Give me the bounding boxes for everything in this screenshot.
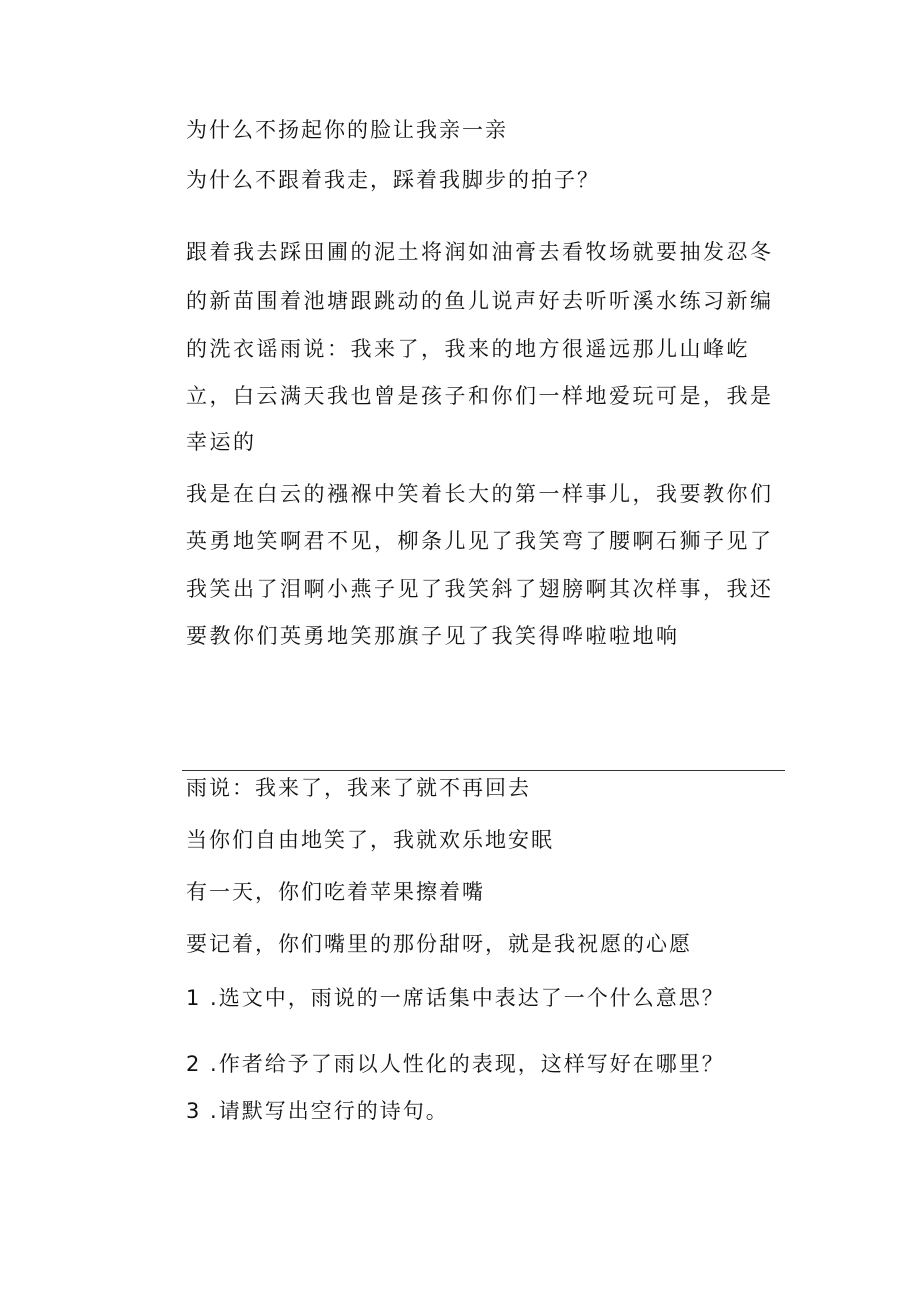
paragraph-two-line-4: 要教你们英勇地笑那旗子见了我笑得哗啦啦地响 (186, 624, 680, 648)
poem-bottom-line-2: 当你们自由地笑了，我就欢乐地安眠 (186, 828, 554, 852)
paragraph-one-line-1: 跟着我去踩田圃的泥土将润如油膏去看牧场就要抽发忍冬 (186, 240, 774, 264)
paragraph-one-line-3: 的洗衣谣雨说：我来了，我来的地方很遥远那儿山峰屹 (186, 337, 750, 361)
section-divider (182, 770, 785, 771)
poem-top-line-1: 为什么不扬起你的脸让我亲一亲 (186, 118, 508, 142)
paragraph-one-line-4: 立，白云满天我也曾是孩子和你们一样地爱玩可是，我是 (186, 384, 774, 408)
question-3: 3 .请默写出空行的诗句。 (186, 1099, 449, 1123)
paragraph-two-line-1: 我是在白云的襁褓中笑着长大的第一样事儿，我要教你们 (186, 482, 774, 506)
poem-bottom-line-4: 要记着，你们嘴里的那份甜呀，就是我祝愿的心愿 (186, 932, 692, 956)
question-2: 2 .作者给予了雨以人性化的表现，这样写好在哪里？ (186, 1052, 725, 1076)
poem-bottom-line-3: 有一天，你们吃着苹果擦着嘴 (186, 880, 485, 904)
poem-bottom-line-1: 雨说：我来了，我来了就不再回去 (186, 776, 531, 800)
poem-top-line-2: 为什么不跟着我走，踩着我脚步的拍子？ (186, 168, 600, 192)
paragraph-one-line-2: 的新苗围着池塘跟跳动的鱼儿说声好去听听溪水练习新编 (186, 289, 774, 313)
paragraph-two-line-3: 我笑出了泪啊小燕子见了我笑斜了翅膀啊其次样事，我还 (186, 577, 774, 601)
paragraph-two-line-2: 英勇地笑啊君不见，柳条儿见了我笑弯了腰啊石狮子见了 (186, 529, 774, 553)
question-1: 1 .选文中，雨说的一席话集中表达了一个什么意思？ (186, 986, 725, 1010)
paragraph-one-line-5: 幸运的 (186, 430, 257, 454)
